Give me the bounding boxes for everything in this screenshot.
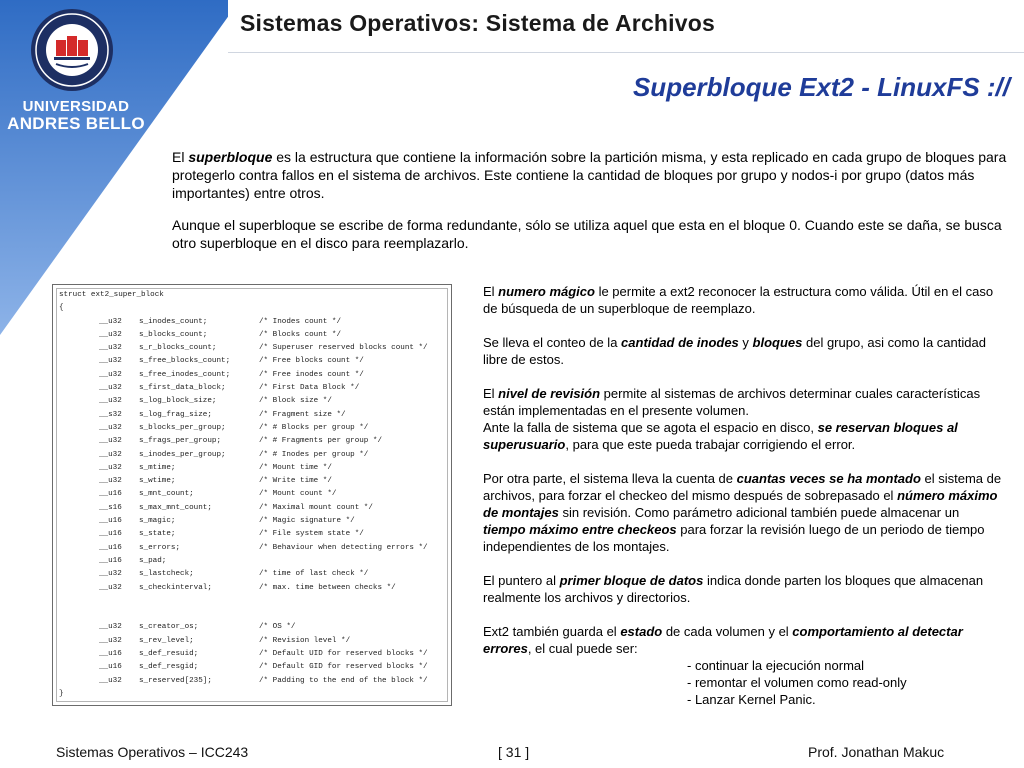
code-field-name: s_blocks_count; (139, 330, 208, 339)
code-type: __u32 (99, 463, 122, 472)
slide-subtitle: Superbloque Ext2 - LinuxFS :// (632, 72, 1010, 102)
code-field-name: s_checkinterval; (139, 583, 212, 592)
code-field-name: s_inodes_count; (139, 317, 208, 326)
paragraph-revision: El nivel de revisión permite al sistemas de archivos determinar cuales características están implementadas en el presente volumen. (483, 386, 981, 418)
code-line (57, 515, 447, 528)
code-comment: /* Fragment size */ (259, 410, 346, 419)
code-comment: /* time of last check */ (259, 570, 369, 579)
code-type: __u16 (99, 490, 122, 499)
code-line (57, 661, 447, 674)
code-line (57, 422, 447, 435)
code-line (57, 369, 447, 382)
code-field-name: s_r_blocks_count; (139, 344, 217, 353)
code-listing-inner (56, 288, 448, 702)
code-type: __u32 (99, 583, 122, 592)
code-field-name: s_creator_os; (139, 623, 199, 632)
code-field-name: s_frags_per_group; (139, 437, 222, 446)
code-type: __u32 (99, 397, 122, 406)
code-type: __u32 (99, 423, 122, 432)
intro-paragraph-2: Aunque el superbloque se escribe de forma redundante, sólo se utiliza aquel que esta en el bloque 0. Cuando este se daña, se busca otro superbloque en el disco para reemplazarlo. (172, 217, 1002, 251)
paragraph-first-block: El puntero al primer bloque de datos indica donde parten los bloques que almacenan realmente los archivos y directorios. (483, 573, 984, 605)
code-type: __u32 (99, 437, 122, 446)
code-comment: /* Inodes count */ (259, 317, 342, 326)
bold-term: superbloque (188, 149, 273, 165)
intro-text (172, 148, 1012, 266)
logo-line-1: UNIVERSIDAD (22, 98, 130, 115)
code-line (57, 289, 447, 302)
code-open-brace: { (59, 304, 64, 313)
intro-paragraph-1 (172, 148, 1012, 202)
code-line (57, 568, 447, 581)
code-line (57, 621, 447, 634)
code-field-name: s_mnt_count; (139, 490, 194, 499)
text: El (172, 149, 189, 165)
code-close-brace: } (59, 689, 64, 698)
code-line (57, 488, 447, 501)
code-field-name: s_log_block_size; (139, 397, 217, 406)
code-comment: /* Behaviour when detecting errors */ (259, 543, 428, 552)
text: es la estructura que contiene la información sobre la partición misma, y esta replicado en cada grupo de bloques para protegerlo contra fallos en el sistema de archivos. Este contiene la cantidad de bloques por grupo y nodos-i por grupo (datos más importantes) entre otros. (172, 149, 1007, 201)
code-comment: /* # Inodes per group */ (259, 450, 369, 459)
code-field-name: s_def_resgid; (139, 663, 199, 672)
code-type: __u16 (99, 650, 122, 659)
footer-course: Sistemas Operativos – ICC243 (56, 744, 249, 760)
code-field-name: s_state; (139, 530, 176, 539)
code-comment: /* Revision level */ (259, 636, 351, 645)
code-field-name: s_reserved[235]; (139, 676, 212, 685)
code-comment: /* Padding to the end of the block */ (259, 676, 428, 685)
code-comment: /* Default UID for reserved blocks */ (259, 650, 428, 659)
code-comment: /* Maximal mount count */ (259, 503, 373, 512)
code-comment: /* Block size */ (259, 397, 332, 406)
code-comment: /* # Blocks per group */ (259, 423, 369, 432)
code-type: __u16 (99, 543, 122, 552)
code-comment: /* max. time between checks */ (259, 583, 396, 592)
code-line (57, 542, 447, 555)
code-field-name: s_free_blocks_count; (139, 357, 231, 366)
paragraph-counts: Se lleva el conteo de la cantidad de inodes y bloques del grupo, asi como la cantidad libre de estos. (483, 335, 986, 367)
code-field-name: s_first_data_block; (139, 384, 226, 393)
code-field-name: s_def_resuid; (139, 650, 199, 659)
code-type: __u32 (99, 357, 122, 366)
code-line (57, 449, 447, 462)
code-line (57, 688, 447, 701)
code-type: __u32 (99, 676, 122, 685)
code-field-name: s_free_inodes_count; (139, 370, 231, 379)
code-line (57, 528, 447, 541)
code-line (57, 502, 447, 515)
code-field-name: s_errors; (139, 543, 181, 552)
code-type: __u16 (99, 556, 122, 565)
code-field-name: s_pad; (139, 556, 167, 565)
right-column-text (483, 283, 1003, 708)
code-type: __u32 (99, 636, 122, 645)
code-type: __u32 (99, 450, 122, 459)
code-field-name: s_blocks_per_group; (139, 423, 226, 432)
code-line (57, 329, 447, 342)
code-comment: /* Free blocks count */ (259, 357, 364, 366)
code-field-name: s_wtime; (139, 477, 176, 486)
code-type: __u32 (99, 344, 122, 353)
code-type: __u32 (99, 370, 122, 379)
code-comment: /* # Fragments per group */ (259, 437, 383, 446)
code-field-name: s_rev_level; (139, 636, 194, 645)
code-field-name: s_log_frag_size; (139, 410, 212, 419)
list-item: - Lanzar Kernel Panic. (687, 692, 816, 707)
code-comment: /* Mount time */ (259, 463, 332, 472)
code-type: __u16 (99, 530, 122, 539)
code-comment: /* Write time */ (259, 477, 332, 486)
list-item: - continuar la ejecución normal (687, 658, 865, 673)
code-type: __u32 (99, 477, 122, 486)
code-type: __s32 (99, 410, 122, 419)
code-type: __s16 (99, 503, 122, 512)
code-line (57, 316, 447, 329)
code-type: __u32 (99, 330, 122, 339)
code-type: __u32 (99, 570, 122, 579)
page-title: Sistemas Operativos: Sistema de Archivos (240, 10, 716, 36)
code-field-name: s_inodes_per_group; (139, 450, 226, 459)
paragraph-magic: El numero mágico le permite a ext2 reconocer la estructura como válida. Útil en el caso de búsqueda de un superbloque de reemplazo. (483, 284, 994, 316)
paragraph-mounts: Por otra parte, el sistema lleva la cuenta de cuantas veces se ha montado el sistema de archivos, para forzar el checkeo del mismo después de sobrepasado el número máximo de montajes sin revisión. Como parámetro adicional también puede almacenar un tiempo máximo entre checkeos para forzar la revisión luego de un periodo de tiempo independientes de los montajes. (483, 471, 1002, 554)
code-line (57, 462, 447, 475)
code-type: __u32 (99, 623, 122, 632)
code-comment: /* Free inodes count */ (259, 370, 364, 379)
footer-author: Prof. Jonathan Makuc (808, 744, 945, 760)
paragraph-reserved: Ante la falla de sistema que se agota el espacio en disco, se reservan bloques al superusuario, para que este pueda trabajar corrigiendo el error. (483, 420, 958, 452)
code-comment: /* Blocks count */ (259, 330, 342, 339)
code-line (57, 355, 447, 368)
code-type: __u32 (99, 317, 122, 326)
code-line (57, 595, 447, 608)
code-line (57, 635, 447, 648)
code-line (57, 342, 447, 355)
error-behaviour-list (483, 657, 1003, 708)
code-line (57, 435, 447, 448)
code-comment: /* Default GID for reserved blocks */ (259, 663, 428, 672)
code-type: __u16 (99, 517, 122, 526)
code-line (57, 395, 447, 408)
code-comment: /* File system state */ (259, 530, 364, 539)
code-line (57, 409, 447, 422)
logo-line-2: ANDRES BELLO (7, 114, 145, 133)
code-comment: /* OS */ (259, 623, 296, 632)
code-comment: /* Magic signature */ (259, 517, 355, 526)
code-line (57, 608, 447, 621)
code-line (57, 382, 447, 395)
code-type: __u16 (99, 663, 122, 672)
code-listing (52, 284, 452, 706)
list-item: - remontar el volumen como read-only (687, 675, 907, 690)
code-field-name: s_magic; (139, 517, 176, 526)
code-comment: /* First Data Block */ (259, 384, 360, 393)
university-seal-icon (30, 8, 114, 92)
code-line (57, 648, 447, 661)
code-line (57, 555, 447, 568)
code-comment: /* Superuser reserved blocks count */ (259, 344, 428, 353)
code-line (57, 302, 447, 315)
code-type: __u32 (99, 384, 122, 393)
code-field-name: s_lastcheck; (139, 570, 194, 579)
code-line (57, 475, 447, 488)
code-field-name: s_mtime; (139, 463, 176, 472)
code-line (57, 675, 447, 688)
code-line (57, 582, 447, 595)
paragraph-state: Ext2 también guarda el estado de cada volumen y el comportamiento al detectar errores, el cual puede ser: (483, 624, 963, 656)
code-struct-header: struct ext2_super_block (59, 291, 164, 299)
footer-page-number: [ 31 ] (498, 744, 530, 760)
code-comment: /* Mount count */ (259, 490, 337, 499)
code-field-name: s_max_mnt_count; (139, 503, 212, 512)
